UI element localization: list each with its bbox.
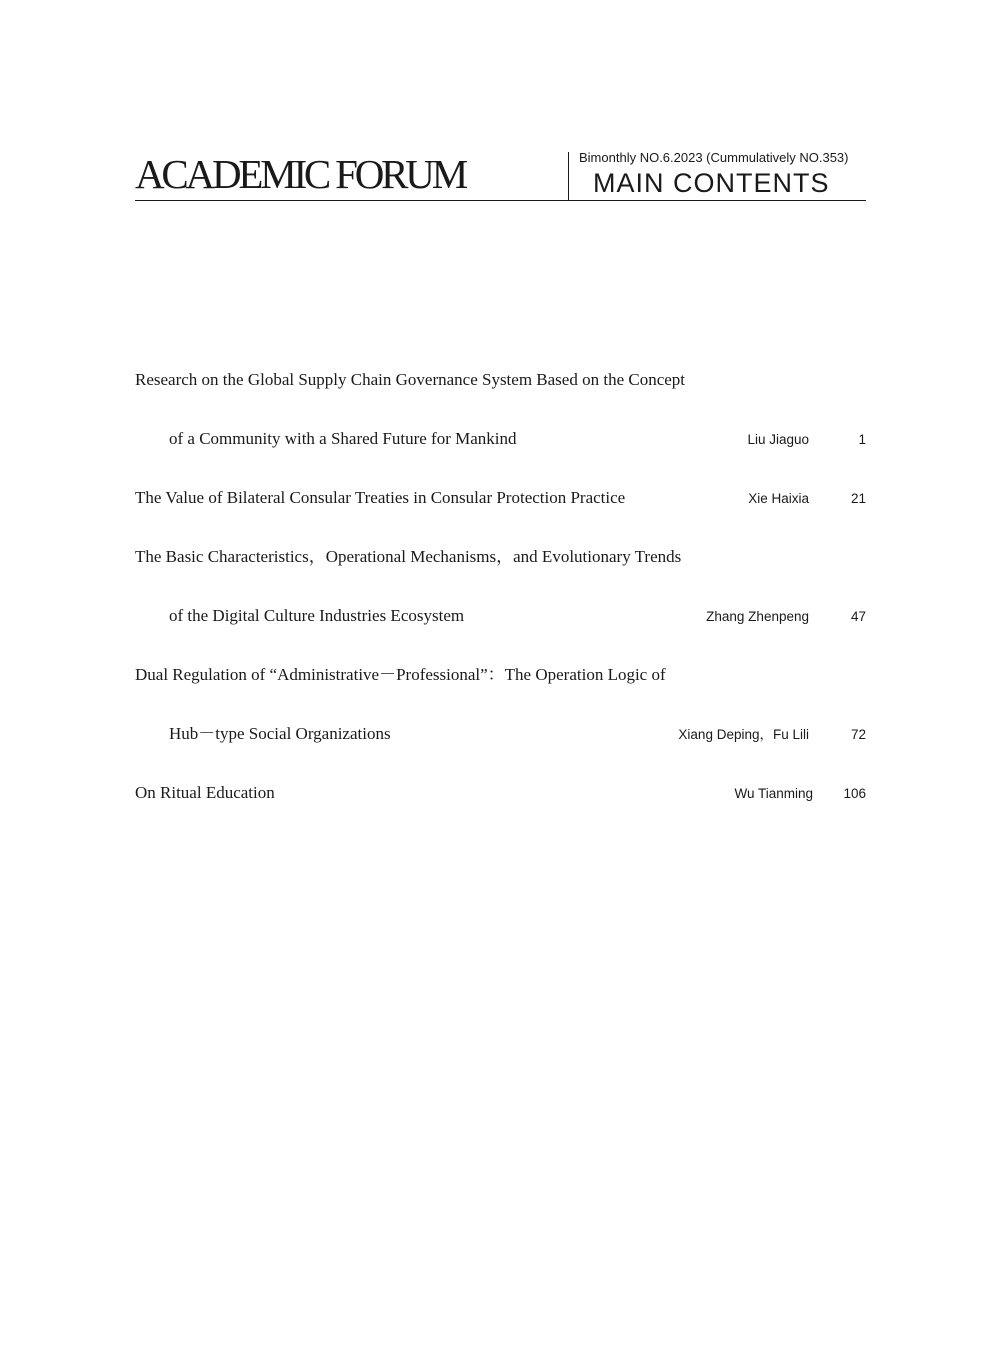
toc-entry-5-line-1 <box>0 783 1000 807</box>
toc-entry-title[interactable]: On Ritual Education <box>135 783 275 802</box>
toc-entry-author: Xiang Deping，Fu Lili <box>678 727 809 742</box>
toc-entry-page-number: 72 <box>850 727 866 742</box>
toc-entry-1-line-1 <box>0 370 1000 394</box>
masthead-divider <box>568 152 569 200</box>
toc-entry-title[interactable]: Dual Regulation of “Administrative－Professional”：The Operation Logic of <box>135 665 666 684</box>
issue-line: Bimonthly NO.6.2023 (Cummulatively NO.353) <box>579 150 849 165</box>
toc-entry-1-line-2 <box>0 429 1000 453</box>
toc-entry-author: Xie Haixia <box>748 491 809 506</box>
toc-entry-title-continued[interactable]: of a Community with a Shared Future for Mankind <box>169 429 517 448</box>
toc-entry-author: Liu Jiaguo <box>747 432 809 447</box>
section-title: MAIN CONTENTS <box>593 168 830 198</box>
toc-entry-page-number: 21 <box>850 491 866 506</box>
toc-entry-title[interactable]: The Basic Characteristics，Operational Mechanisms，and Evolutionary Trends <box>135 547 682 566</box>
toc-entry-4-line-2 <box>0 724 1000 748</box>
toc-entry-page-number: 1 <box>858 432 866 447</box>
toc-entry-author: Zhang Zhenpeng <box>706 609 809 624</box>
toc-entry-3-line-1 <box>0 547 1000 571</box>
toc-entry-2-line-1 <box>0 488 1000 512</box>
toc-entry-title-continued[interactable]: Hub－type Social Organizations <box>169 724 391 743</box>
toc-entry-title-continued[interactable]: of the Digital Culture Industries Ecosystem <box>169 606 465 625</box>
toc-entry-author: Wu Tianming <box>734 786 813 801</box>
toc-entry-3-line-2 <box>0 606 1000 630</box>
toc-entry-title[interactable]: Research on the Global Supply Chain Governance System Based on the Concept <box>135 370 686 389</box>
toc-entry-title[interactable]: The Value of Bilateral Consular Treaties in Consular Protection Practice <box>135 488 626 507</box>
toc-entry-page-number: 47 <box>850 609 866 624</box>
masthead <box>135 148 866 201</box>
journal-title: ACADEMIC FORUM <box>135 151 465 197</box>
toc-entry-4-line-1 <box>0 665 1000 689</box>
toc-entry-page-number: 106 <box>843 786 866 801</box>
